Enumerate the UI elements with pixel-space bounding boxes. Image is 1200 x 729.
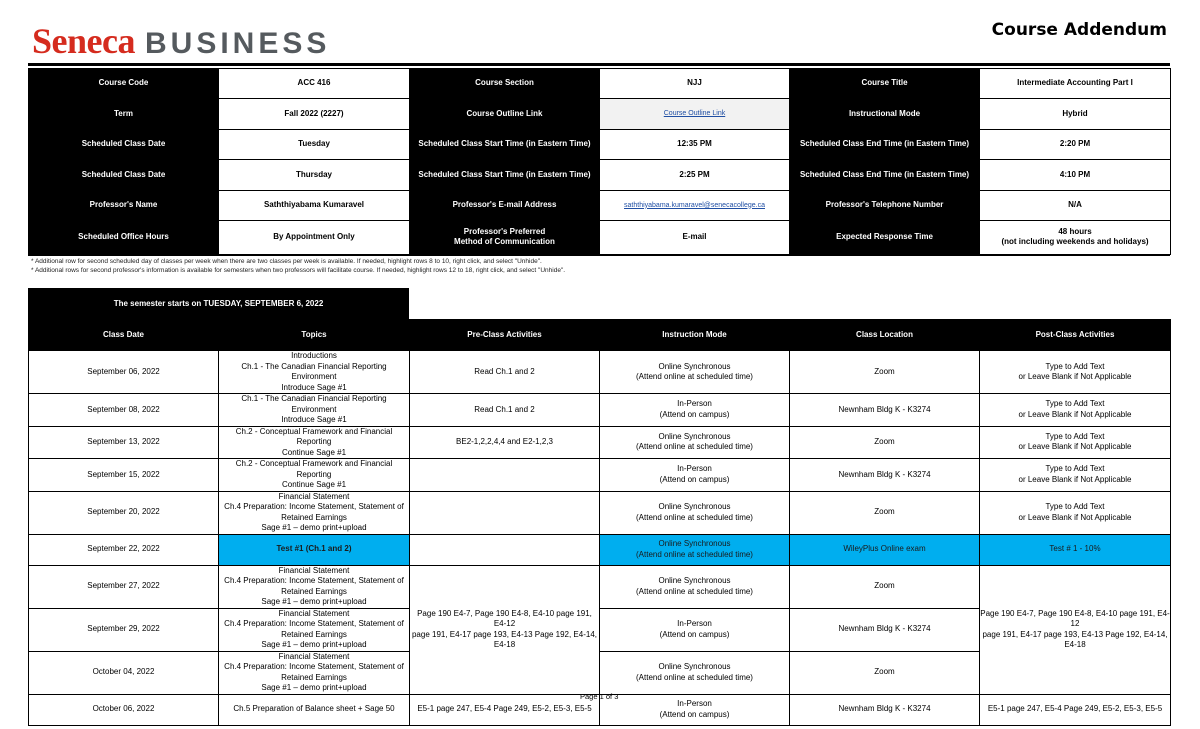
column-header-text: Pre-Class Activities <box>467 329 542 339</box>
schedule-row <box>29 351 1171 394</box>
instruction-mode-cell <box>600 491 790 534</box>
info-label-text: Course Code <box>98 78 149 88</box>
post-class-line: or Leave Blank if Not Applicable <box>1018 442 1132 452</box>
course-info-table <box>28 68 1171 255</box>
info-value-text: Fall 2022 (2227) <box>284 108 344 118</box>
info-label <box>410 69 600 99</box>
class-date-cell <box>29 351 219 394</box>
topic-line: Sage #1 – demo print+upload <box>261 597 367 606</box>
topic-line: Retained Earnings <box>281 586 347 596</box>
class-date: September 15, 2022 <box>87 469 160 479</box>
topics-cell <box>219 694 410 725</box>
pre-class-activities-cell <box>410 565 600 694</box>
info-value <box>219 99 410 129</box>
info-value <box>600 129 790 159</box>
schedule-column-header <box>980 320 1171 351</box>
topic-line: Financial Statement <box>278 608 350 618</box>
instruction-mode-cell <box>600 351 790 394</box>
post-class-activities-cell <box>980 394 1171 427</box>
class-location: Zoom <box>874 366 895 376</box>
topic-line: Ch.4 Preparation: Income Statement, Statement of <box>224 662 404 671</box>
post-class-line: or Leave Blank if Not Applicable <box>1018 409 1132 419</box>
info-label <box>29 69 219 99</box>
info-label <box>29 129 219 159</box>
class-location-cell <box>790 394 980 427</box>
instruction-mode-line: (Attend online at scheduled time) <box>636 512 753 522</box>
instruction-mode-cell <box>600 694 790 725</box>
post-class-line: or Leave Blank if Not Applicable <box>1018 474 1132 484</box>
professor-email-cell <box>600 190 790 220</box>
info-label-text: Professor's Telephone Number <box>825 200 944 209</box>
class-location: Zoom <box>874 437 895 446</box>
instruction-mode-cell <box>600 608 790 651</box>
post-class-activities-cell <box>980 565 1171 694</box>
info-label <box>29 190 219 220</box>
info-value <box>219 220 410 254</box>
topics-cell <box>219 426 410 459</box>
info-value <box>600 220 790 254</box>
schedule-row <box>29 565 1171 608</box>
info-label-text: Course Section <box>475 78 534 88</box>
post-class-line: Test # 1 - 10% <box>1049 544 1101 554</box>
class-location-cell <box>790 351 980 394</box>
info-label-text: Method of Communication <box>454 237 555 247</box>
info-label <box>410 160 600 190</box>
info-label <box>29 220 219 254</box>
pre-class-activities-cell <box>410 694 600 725</box>
class-date: September 22, 2022 <box>87 544 160 554</box>
info-value-text: Tuesday <box>298 139 330 149</box>
info-label-text: Course Outline Link <box>466 108 543 118</box>
topic-line: Sage #1 – demo print+upload <box>261 523 367 532</box>
class-location: Newnham Bldg K - K3274 <box>838 624 931 634</box>
instruction-mode-line: (Attend online at scheduled time) <box>636 672 753 682</box>
class-location: Newnham Bldg K - K3274 <box>838 704 931 714</box>
post-class-line: or Leave Blank if Not Applicable <box>1018 512 1132 522</box>
instruction-mode-cell <box>600 565 790 608</box>
info-value <box>980 220 1171 254</box>
instruction-mode-line: Online Synchronous <box>658 502 731 511</box>
instruction-mode-cell <box>600 394 790 427</box>
topic-line: Introduce Sage #1 <box>281 382 347 392</box>
class-location: Zoom <box>874 507 895 517</box>
topic-line: Retained Earnings <box>281 672 347 682</box>
post-class-line: Type to Add Text <box>1045 399 1105 409</box>
column-header-text: Class Date <box>103 329 144 339</box>
topic-line: Financial Statement <box>278 651 350 661</box>
topic-line: Sage #1 – demo print+upload <box>261 683 367 692</box>
class-location: Zoom <box>874 667 895 677</box>
class-date-cell <box>29 565 219 608</box>
instruction-mode-line: Online Synchronous <box>658 361 731 371</box>
info-label <box>790 220 980 254</box>
instruction-mode-line: (Attend on campus) <box>659 709 730 719</box>
post-class-activities-cell <box>980 534 1171 565</box>
column-header-text: Instruction Mode <box>662 329 727 339</box>
info-label-text: Scheduled Class Start Time (in Eastern Time) <box>418 169 591 179</box>
class-location-cell <box>790 694 980 725</box>
info-label-text: Scheduled Office Hours <box>78 232 169 242</box>
info-value-text: 12:35 PM <box>677 139 712 149</box>
info-label-text: Expected Response Time <box>836 232 933 242</box>
class-date: October 04, 2022 <box>92 667 155 677</box>
topics-cell <box>219 491 410 534</box>
class-location-cell <box>790 426 980 459</box>
info-label <box>410 220 600 254</box>
semester-start-banner: The semester starts on TUESDAY, SEPTEMBER 6, 2022 <box>28 288 409 319</box>
instruction-mode-line: (Attend on campus) <box>659 474 730 484</box>
schedule-column-header <box>219 320 410 351</box>
info-label-text: Professor's E-mail Address <box>452 200 557 209</box>
instruction-mode-line: Online Synchronous <box>658 576 731 585</box>
topic-line: Test #1 (Ch.1 and 2) <box>276 544 352 554</box>
pre-class-activities-cell <box>410 351 600 394</box>
info-value-text: 48 hours <box>1058 226 1092 236</box>
schedule-column-header <box>600 320 790 351</box>
topics-cell <box>219 651 410 694</box>
info-value <box>980 190 1171 220</box>
instruction-mode-line: In-Person <box>677 399 712 409</box>
instruction-mode-line: In-Person <box>677 619 712 628</box>
info-value-text: (not including weekends and holidays) <box>1001 237 1149 247</box>
class-location: Zoom <box>874 581 895 591</box>
info-value-text: NJJ <box>687 78 702 88</box>
class-location: WileyPlus Online exam <box>843 544 926 554</box>
info-value <box>980 99 1171 129</box>
info-value-text: 2:20 PM <box>1059 139 1091 149</box>
post-class-activities-cell <box>980 459 1171 492</box>
class-date: September 08, 2022 <box>87 404 160 414</box>
class-date: September 29, 2022 <box>87 624 160 634</box>
info-label <box>29 160 219 190</box>
document-title: Course Addendum <box>991 20 1167 40</box>
pre-class-activities-cell <box>410 491 600 534</box>
info-label-text: Scheduled Class Start Time (in Eastern Time) <box>418 139 591 149</box>
info-value-text: Thursday <box>295 169 332 179</box>
info-value-text: Hybrid <box>1062 108 1088 118</box>
topic-line: Ch.4 Preparation: Income Statement, Statement of <box>224 576 404 585</box>
post-class-activities-cell <box>980 426 1171 459</box>
topics-cell <box>219 459 410 492</box>
note-additional-day: * Additional row for second scheduled day of classes per week when there are two classes per week is available. If needed, highlight rows 8 to 10, right click, and select "Unhide". <box>31 258 542 265</box>
info-label-text: Course Title <box>861 78 908 88</box>
schedule-header-row <box>29 320 1171 351</box>
page-number: Page 1 of 3 <box>580 692 619 701</box>
schedule-row <box>29 426 1171 459</box>
class-location: Newnham Bldg K - K3274 <box>838 469 931 479</box>
schedule-row <box>29 394 1171 427</box>
instruction-mode-line: (Attend online at scheduled time) <box>636 586 753 596</box>
class-location-cell <box>790 651 980 694</box>
logo-seneca-text: Seneca <box>32 21 135 61</box>
info-row <box>29 99 1171 129</box>
info-value <box>600 160 790 190</box>
post-class-line: or Leave Blank if Not Applicable <box>1018 372 1132 381</box>
info-value-text: N/A <box>1068 200 1082 209</box>
instruction-mode-line: (Attend on campus) <box>659 629 730 639</box>
info-label-text: Scheduled Class End Time (in Eastern Time) <box>799 169 970 179</box>
class-location-cell <box>790 565 980 608</box>
post-class-line: Page 190 E4-7, Page 190 E4-8, E4-10 page 191, E4-12 <box>980 608 1170 628</box>
info-value-text: ACC 416 <box>297 78 331 88</box>
schedule-column-header <box>790 320 980 351</box>
info-label <box>410 129 600 159</box>
topic-line: Sage #1 – demo print+upload <box>261 640 367 649</box>
instruction-mode-cell <box>600 426 790 459</box>
pre-class-activities-cell <box>410 394 600 427</box>
pre-class-line: Read Ch.1 and 2 <box>474 404 535 414</box>
pre-class-line: E5-1 page 247, E5-4 Page 249, E5-2, E5-3, E5-5 <box>417 704 592 714</box>
info-value-text: 4:10 PM <box>1059 169 1091 179</box>
class-date-cell <box>29 491 219 534</box>
instruction-mode-line: (Attend online at scheduled time) <box>636 549 753 559</box>
info-row <box>29 129 1171 159</box>
professor-email-link[interactable]: saththiyabama.kumaravel@senecacollege.ca <box>624 201 765 209</box>
instruction-mode-cell <box>600 651 790 694</box>
info-label <box>29 99 219 129</box>
post-class-line: E5-1 page 247, E5-4 Page 249, E5-2, E5-3, E5-5 <box>987 704 1163 714</box>
topic-line: Introductions <box>291 351 337 360</box>
instruction-mode-line: Online Synchronous <box>658 431 731 441</box>
instruction-mode-cell <box>600 459 790 492</box>
pre-class-line: Read Ch.1 and 2 <box>474 366 535 376</box>
class-date-cell <box>29 651 219 694</box>
topic-line: Ch.1 - The Canadian Financial Reporting Environment <box>241 361 387 381</box>
class-location-cell <box>790 608 980 651</box>
seneca-business-logo <box>32 20 330 60</box>
instruction-mode-line: Online Synchronous <box>658 662 731 671</box>
class-location: Newnham Bldg K - K3274 <box>838 404 931 414</box>
class-date-cell <box>29 534 219 565</box>
schedule-column-header <box>29 320 219 351</box>
info-row <box>29 220 1171 254</box>
info-label <box>410 99 600 129</box>
info-label-text: Professor's Preferred <box>463 226 546 236</box>
post-class-line: Type to Add Text <box>1045 464 1105 474</box>
info-value-text: E-mail <box>682 232 707 242</box>
instruction-mode-line: (Attend on campus) <box>659 409 730 419</box>
instruction-mode-line: Online Synchronous <box>658 539 731 548</box>
info-label-text: Scheduled Class Date <box>81 169 166 179</box>
class-date: September 06, 2022 <box>87 366 160 376</box>
class-date-cell <box>29 426 219 459</box>
class-date-cell <box>29 694 219 725</box>
column-header-text: Class Location <box>856 329 913 339</box>
topic-line: Retained Earnings <box>281 512 347 522</box>
info-value <box>980 69 1171 99</box>
info-value <box>980 129 1171 159</box>
info-value <box>219 160 410 190</box>
topic-line: Ch.4 Preparation: Income Statement, Statement of <box>224 619 404 628</box>
class-location-cell <box>790 459 980 492</box>
topics-cell <box>219 351 410 394</box>
info-label <box>790 129 980 159</box>
topic-line: Ch.1 - The Canadian Financial Reporting Environment <box>241 394 387 414</box>
class-date: October 06, 2022 <box>92 704 155 714</box>
info-bottom-rule <box>28 254 1170 256</box>
topic-line: Retained Earnings <box>281 629 347 639</box>
info-label <box>790 99 980 129</box>
pre-class-activities-cell <box>410 534 600 565</box>
info-label <box>790 69 980 99</box>
topic-line: Ch.4 Preparation: Income Statement, Statement of <box>224 502 404 511</box>
header-rule <box>28 63 1170 66</box>
post-class-line: Type to Add Text <box>1045 431 1105 441</box>
schedule-row <box>29 459 1171 492</box>
topic-line: Ch.2 - Conceptual Framework and Financial Reporting <box>235 459 393 479</box>
topic-line: Financial Statement <box>278 491 350 501</box>
post-class-activities-cell <box>980 351 1171 394</box>
info-label-text: Professor's Name <box>89 200 158 209</box>
class-date: September 27, 2022 <box>87 581 160 591</box>
class-date-cell <box>29 394 219 427</box>
info-label <box>410 190 600 220</box>
info-value <box>219 69 410 99</box>
pre-class-activities-cell <box>410 459 600 492</box>
instruction-mode-line: (Attend online at scheduled time) <box>636 372 753 381</box>
logo-business-text: BUSINESS <box>144 27 331 60</box>
info-value-text: Intermediate Accounting Part I <box>1017 78 1133 88</box>
post-class-line: Type to Add Text <box>1045 502 1105 511</box>
info-label-text: Scheduled Class End Time (in Eastern Time) <box>799 139 970 149</box>
info-label <box>790 190 980 220</box>
info-value <box>600 69 790 99</box>
schedule-row <box>29 491 1171 534</box>
info-label <box>790 160 980 190</box>
instruction-mode-line: (Attend online at scheduled time) <box>636 442 753 452</box>
note-additional-professor: * Additional rows for second professor's information is available for semesters when two professors will facilitate course. If needed, highlight rows 12 to 18, right click, and select "Unhide". <box>31 267 566 274</box>
info-label-text: Term <box>114 108 133 118</box>
topic-line: Continue Sage #1 <box>281 480 347 489</box>
pre-class-line: page 191, E4-17 page 193, E4-13 Page 192, E4-14, E4-18 <box>411 629 598 649</box>
instruction-mode-line: In-Person <box>677 464 712 474</box>
class-location-cell <box>790 534 980 565</box>
pre-class-activities-cell <box>410 426 600 459</box>
info-value <box>219 190 410 220</box>
class-date: September 20, 2022 <box>87 507 160 517</box>
post-class-line: page 191, E4-17 page 193, E4-13 Page 192, E4-14, E4-18 <box>982 629 1168 649</box>
info-row <box>29 160 1171 190</box>
info-row <box>29 69 1171 99</box>
topics-cell <box>219 394 410 427</box>
info-label-text: Scheduled Class Date <box>81 139 166 149</box>
schedule-table <box>28 319 1171 726</box>
schedule-row <box>29 534 1171 565</box>
column-header-text: Post-Class Activities <box>1035 329 1115 339</box>
instruction-mode-cell <box>600 534 790 565</box>
schedule-column-header <box>410 320 600 351</box>
topics-cell <box>219 565 410 608</box>
info-value-text: By Appointment Only <box>273 232 355 242</box>
course-outline-link-cell <box>600 99 790 129</box>
class-date: September 13, 2022 <box>87 437 160 446</box>
topic-line: Continue Sage #1 <box>281 447 347 457</box>
column-header-text: Topics <box>301 329 327 339</box>
topic-line: Ch.5 Preparation of Balance sheet + Sage 50 <box>233 704 395 714</box>
pre-class-line: BE2-1,2,2,4,4 and E2-1,2,3 <box>456 437 553 446</box>
pre-class-line: Page 190 E4-7, Page 190 E4-8, E4-10 page 191, E4-12 <box>417 608 592 628</box>
info-row <box>29 190 1171 220</box>
topic-line: Introduce Sage #1 <box>281 415 347 424</box>
info-label-text: Instructional Mode <box>848 108 921 118</box>
topics-cell <box>219 608 410 651</box>
instruction-mode-line: In-Person <box>677 699 712 708</box>
post-class-line: Type to Add Text <box>1045 361 1105 371</box>
course-outline-link[interactable]: Course Outline Link <box>663 110 726 118</box>
info-value-text: 2:25 PM <box>679 169 710 179</box>
topic-line: Financial Statement <box>278 565 350 575</box>
topics-cell <box>219 534 410 565</box>
info-value-text: Saththiyabama Kumaravel <box>263 200 365 209</box>
info-value <box>219 129 410 159</box>
post-class-activities-cell <box>980 491 1171 534</box>
post-class-activities-cell <box>980 694 1171 725</box>
topic-line: Ch.2 - Conceptual Framework and Financial Reporting <box>235 426 393 446</box>
info-value <box>980 160 1171 190</box>
class-date-cell <box>29 608 219 651</box>
class-date-cell <box>29 459 219 492</box>
class-location-cell <box>790 491 980 534</box>
